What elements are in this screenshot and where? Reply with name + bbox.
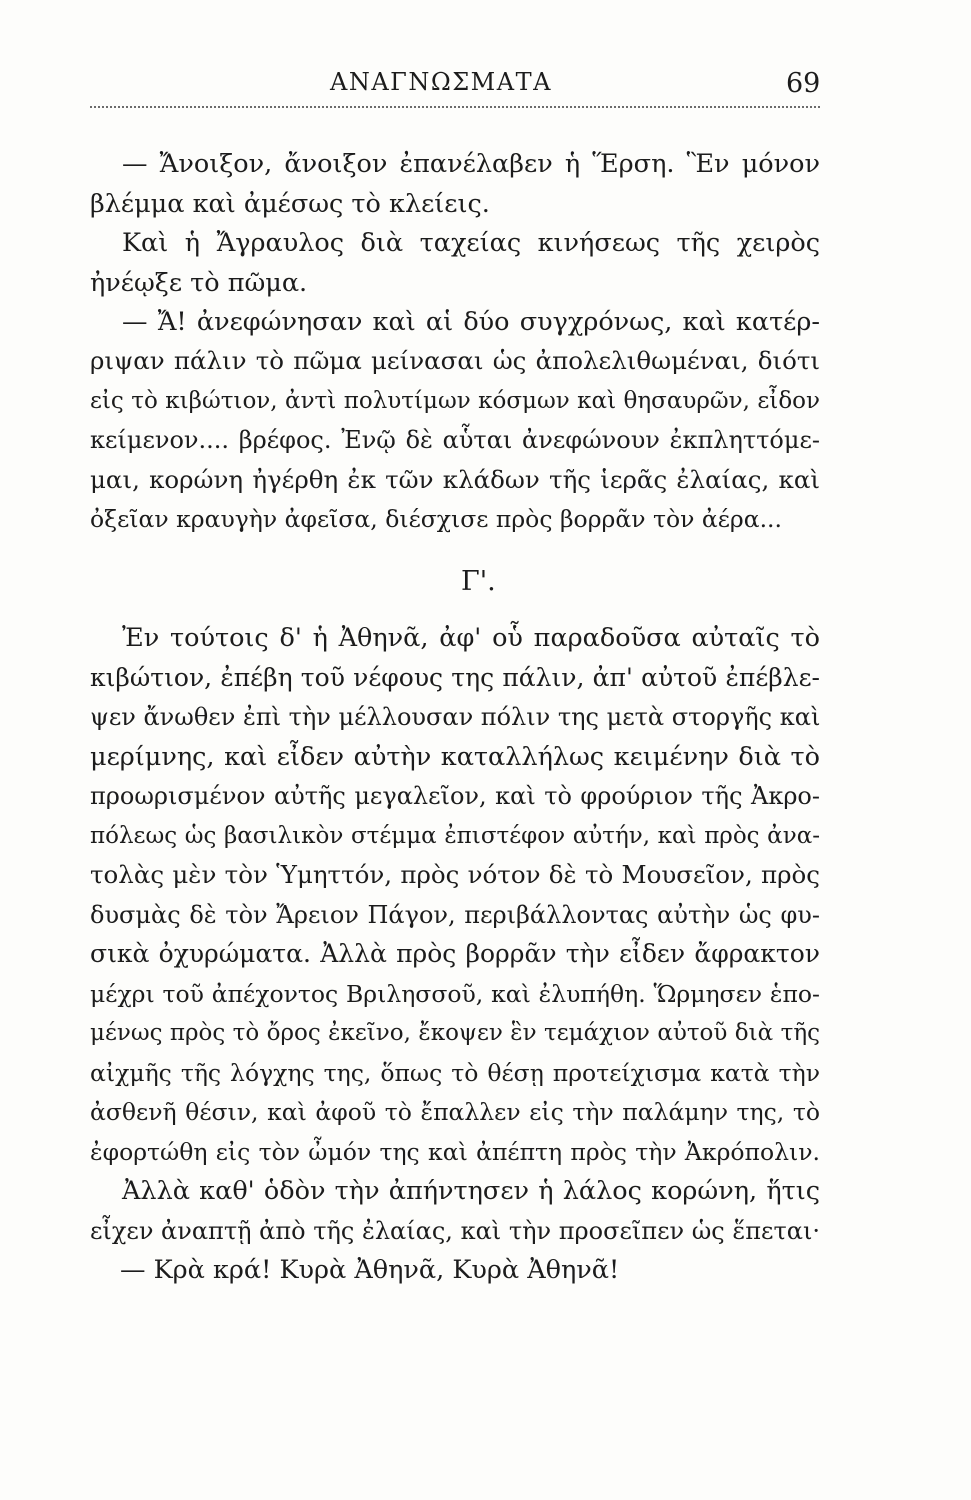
text-line: ριψαν πάλιν τὸ πῶμα μείνασαι ὡς ἀπολελιθωμέναι, διότι bbox=[90, 346, 820, 375]
text-line: — Κρὰ κρά! Κυρὰ Ἀθηνᾶ, Κυρὰ Ἀθηνᾶ! bbox=[120, 1255, 620, 1285]
text-line: κείμενον.... βρέφος. Ἐνῷ δὲ αὗται ἀνεφώνουν ἐκπληττόμε- bbox=[90, 426, 820, 454]
text-line: βλέμμα καὶ ἀμέσως τὸ κλείεις. bbox=[90, 189, 490, 219]
text-line: ὀξεῖαν κραυγὴν ἀφεῖσα, διέσχισε πρὸς βορρᾶν τὸν ἀέρα... bbox=[90, 505, 782, 533]
text-line: αἰχμῆς τῆς λόγχης της, ὅπως τὸ θέσῃ προτείχισμα κατὰ τὴν bbox=[90, 1059, 820, 1087]
text-line: ἠνέῳξε τὸ πῶμα. bbox=[90, 268, 308, 298]
text-line: πόλεως ὡς βασιλικὸν στέμμα ἐπιστέφον αὐτήν, καὶ πρὸς ἀνα- bbox=[90, 823, 820, 849]
text-line: — Ἄ! ἀνεφώνησαν καὶ αἱ δύο συγχρόνως, καὶ κατέρ- bbox=[122, 307, 820, 337]
text-line: προωρισμένον αὐτῆς μεγαλεῖον, καὶ τὸ φρούριον τῆς Ἀκρο- bbox=[90, 782, 820, 810]
text-line: μερίμνης, καὶ εἶδεν αὐτὴν καταλλήλως κειμένην διὰ τὸ bbox=[90, 742, 820, 772]
text-line: μένως πρὸς τὸ ὄρος ἐκεῖνο, ἔκοψεν ἓν τεμάχιον αὐτοῦ διὰ τῆς bbox=[90, 1020, 820, 1046]
text-line: Ἀλλὰ καθ' ὁδὸν τὴν ἀπήντησεν ἡ λάλος κορώνη, ἥτις bbox=[122, 1176, 820, 1206]
text-line: μέχρι τοῦ ἀπέχοντος Βριλησσοῦ, καὶ ἐλυπήθη. Ὥρμησεν ἑπο- bbox=[90, 980, 820, 1008]
running-title: ΑΝΑΓΝΩΣΜΑΤΑ bbox=[330, 68, 552, 96]
text-line: Καὶ ἡ Ἄγραυλος διὰ ταχείας κινήσεως τῆς χειρὸς bbox=[122, 228, 820, 258]
text-line: σικὰ ὀχυρώματα. Ἀλλὰ πρὸς βορρᾶν τὴν εἶδεν ἄφρακτον bbox=[90, 939, 820, 968]
text-line: τολὰς μὲν τὸν Ὑμηττόν, πρὸς νότον δὲ τὸ Μουσεῖον, πρὸς bbox=[90, 860, 820, 889]
header-rule bbox=[90, 106, 820, 108]
page-header bbox=[0, 0, 971, 120]
text-line: κιβώτιον, ἐπέβη τοῦ νέφους της πάλιν, ἀπ' αὐτοῦ ἐπέβλε- bbox=[90, 663, 820, 692]
text-line: μαι, κορώνη ἠγέρθη ἐκ τῶν κλάδων τῆς ἱερᾶς ἐλαίας, καὶ bbox=[90, 465, 820, 494]
text-line: — Ἄνοιξον, ἄνοιξον ἐπανέλαβεν ἡ Ἕρση. Ἓν μόνον bbox=[122, 149, 820, 179]
text-line: εἰς τὸ κιβώτιον, ἀντὶ πολυτίμων κόσμων καὶ θησαυρῶν, εἶδον bbox=[90, 388, 820, 414]
text-line: εἶχεν ἀναπτῇ ἀπὸ τῆς ἐλαίας, καὶ τὴν προσεῖπεν ὡς ἕπεται· bbox=[90, 1217, 820, 1245]
page-number: 69 bbox=[786, 68, 821, 99]
section-heading: Γ'. bbox=[461, 566, 496, 597]
text-line: ψεν ἄνωθεν ἐπὶ τὴν μέλλουσαν πόλιν της μετὰ στοργῆς καὶ bbox=[90, 703, 821, 731]
text-line: ἐφορτώθη εἰς τὸν ὦμόν της καὶ ἀπέπτη πρὸς τὴν Ἀκρόπολιν. bbox=[90, 1138, 820, 1166]
text-line: ἀσθενῆ θέσιν, καὶ ἀφοῦ τὸ ἔπαλλεν εἰς τὴν παλάμην της, τὸ bbox=[90, 1098, 820, 1126]
text-line: δυσμὰς δὲ τὸν Ἄρειον Πάγον, περιβάλλοντας αὐτὴν ὡς φυ- bbox=[90, 901, 820, 929]
text-line: Ἐν τούτοις δ' ἡ Ἀθηνᾶ, ἀφ' οὗ παραδοῦσα αὐταῖς τὸ bbox=[122, 623, 820, 653]
